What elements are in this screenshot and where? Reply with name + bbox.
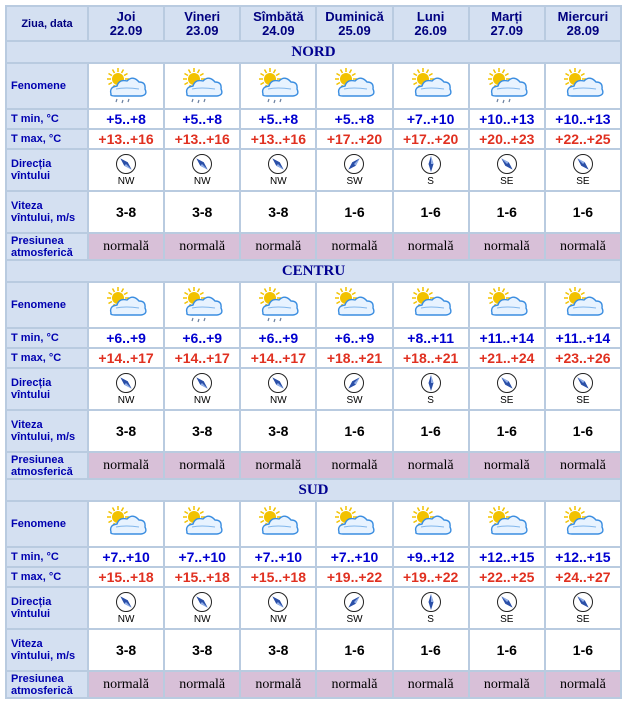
sun-cloud-icon — [179, 505, 225, 543]
pressure-row — [7, 672, 620, 697]
sun-cloud-icon — [255, 505, 301, 543]
wind-direction-icon — [343, 153, 365, 175]
tmin-row — [7, 548, 620, 566]
phenomena-cell — [394, 64, 468, 108]
row-label-tmin: T min, °C — [7, 329, 87, 347]
tmin-value: +6..+9 — [165, 329, 239, 347]
phenomena-cell — [546, 283, 620, 327]
pressure-value: normală — [470, 453, 544, 478]
pressure-value: normală — [470, 672, 544, 697]
wind-speed-value: 1-6 — [470, 630, 544, 670]
wind-direction-label: SW — [346, 395, 363, 406]
phenomena-cell — [470, 64, 544, 108]
wind-speed-value: 3-8 — [165, 630, 239, 670]
wind-direction-cell — [89, 150, 163, 190]
wind-direction-row — [7, 150, 620, 190]
day-header — [470, 7, 544, 40]
pressure-value: normală — [394, 453, 468, 478]
tmax-value: +13..+16 — [241, 130, 315, 148]
wind-speed-value: 3-8 — [89, 630, 163, 670]
wind-speed-value: 1-6 — [317, 630, 391, 670]
day-name: Miercuri — [557, 8, 609, 24]
pressure-value: normală — [241, 672, 315, 697]
pressure-value: normală — [546, 672, 620, 697]
wind-direction-cell — [317, 150, 391, 190]
wind-direction-label: SE — [576, 176, 590, 187]
tmin-value: +10..+13 — [546, 110, 620, 128]
wind-direction-label: SW — [346, 614, 363, 625]
tmin-value: +5..+8 — [89, 110, 163, 128]
wind-speed-row — [7, 411, 620, 451]
region-title: SUD — [7, 480, 620, 500]
wind-direction-label: SW — [346, 176, 363, 187]
tmax-value: +23..+26 — [546, 349, 620, 367]
phenomena-row — [7, 64, 620, 108]
sun-cloud-icon — [560, 67, 606, 105]
wind-direction-label: NW — [193, 176, 211, 187]
pressure-value: normală — [546, 453, 620, 478]
day-date: 24.09 — [262, 22, 295, 38]
tmax-value: +15..+18 — [165, 568, 239, 586]
tmin-value: +9..+12 — [394, 548, 468, 566]
wind-direction-cell — [165, 588, 239, 628]
wind-speed-row — [7, 192, 620, 232]
sun-cloud-rain-icon — [255, 286, 301, 324]
day-header — [165, 7, 239, 40]
wind-speed-value: 1-6 — [317, 192, 391, 232]
wind-direction-icon — [191, 153, 213, 175]
row-label-speed: Viteza vîntului, m/s — [7, 630, 87, 670]
phenomena-cell — [394, 502, 468, 546]
wind-direction-label: NW — [193, 614, 211, 625]
wind-direction-cell — [470, 150, 544, 190]
row-label-direction: Direcția vîntului — [7, 150, 87, 190]
row-label-fenomene: Fenomene — [7, 283, 87, 327]
sun-cloud-icon — [484, 505, 530, 543]
tmax-value: +14..+17 — [241, 349, 315, 367]
day-header — [546, 7, 620, 40]
day-date: 27.09 — [490, 22, 524, 38]
sun-cloud-icon — [484, 286, 530, 324]
wind-direction-icon — [420, 372, 442, 394]
day-name: Vineri — [184, 8, 221, 24]
tmax-value: +17..+20 — [317, 130, 391, 148]
wind-direction-icon — [496, 591, 518, 613]
wind-direction-label: NW — [117, 395, 135, 406]
row-label-tmax: T max, °C — [7, 568, 87, 586]
tmin-value: +6..+9 — [89, 329, 163, 347]
region-header-row — [7, 261, 620, 281]
wind-speed-value: 1-6 — [546, 192, 620, 232]
tmin-value: +5..+8 — [241, 110, 315, 128]
region-header-row — [7, 480, 620, 500]
pressure-row — [7, 234, 620, 259]
wind-speed-value: 3-8 — [241, 411, 315, 451]
phenomena-cell — [241, 502, 315, 546]
row-label-speed: Viteza vîntului, m/s — [7, 192, 87, 232]
pressure-value: normală — [317, 672, 391, 697]
phenomena-row — [7, 283, 620, 327]
row-label-pressure: Presiunea atmosferică — [7, 453, 87, 478]
wind-direction-cell — [241, 588, 315, 628]
pressure-value: normală — [317, 453, 391, 478]
tmin-value: +7..+10 — [241, 548, 315, 566]
tmax-value: +15..+18 — [241, 568, 315, 586]
tmin-value: +7..+10 — [165, 548, 239, 566]
tmin-value: +5..+8 — [165, 110, 239, 128]
pressure-value: normală — [394, 234, 468, 259]
pressure-value: normală — [89, 234, 163, 259]
day-name: Luni — [416, 8, 445, 24]
wind-direction-cell — [165, 150, 239, 190]
tmax-value: +18..+21 — [394, 349, 468, 367]
day-header — [89, 7, 163, 40]
wind-speed-value: 3-8 — [89, 192, 163, 232]
phenomena-cell — [546, 64, 620, 108]
tmax-row — [7, 349, 620, 367]
wind-direction-label: NW — [270, 176, 287, 187]
pressure-value: normală — [317, 234, 391, 259]
wind-speed-value: 1-6 — [470, 411, 544, 451]
row-label-tmax: T max, °C — [7, 130, 87, 148]
pressure-value: normală — [165, 672, 239, 697]
pressure-value: normală — [165, 234, 239, 259]
wind-direction-icon — [115, 591, 137, 613]
phenomena-cell — [89, 64, 163, 108]
wind-direction-icon — [115, 153, 137, 175]
wind-direction-icon — [267, 153, 289, 175]
wind-direction-icon — [343, 372, 365, 394]
wind-direction-icon — [572, 591, 594, 613]
day-name: Marți — [491, 8, 523, 24]
wind-direction-label: NW — [270, 614, 287, 625]
tmax-value: +14..+17 — [89, 349, 163, 367]
tmin-row — [7, 110, 620, 128]
pressure-value: normală — [394, 672, 468, 697]
wind-direction-label: NW — [270, 395, 287, 406]
row-label-speed: Viteza vîntului, m/s — [7, 411, 87, 451]
wind-direction-cell — [546, 588, 620, 628]
sun-cloud-icon — [331, 67, 377, 105]
wind-direction-label: NW — [117, 614, 135, 625]
wind-direction-cell — [89, 588, 163, 628]
phenomena-cell — [317, 283, 391, 327]
wind-direction-label: S — [427, 395, 434, 406]
phenomena-cell — [470, 502, 544, 546]
wind-direction-label: SE — [500, 176, 514, 187]
sun-cloud-rain-icon — [484, 67, 530, 105]
wind-direction-label: SE — [500, 614, 514, 625]
tmax-row — [7, 130, 620, 148]
wind-speed-value: 3-8 — [165, 411, 239, 451]
tmin-row — [7, 329, 620, 347]
day-date: 26.09 — [414, 22, 447, 38]
wind-direction-icon — [343, 591, 365, 613]
region-header-row — [7, 42, 620, 62]
sun-cloud-icon — [560, 505, 606, 543]
wind-direction-icon — [191, 372, 213, 394]
wind-direction-row — [7, 588, 620, 628]
row-label-fenomene: Fenomene — [7, 64, 87, 108]
phenomena-cell — [89, 283, 163, 327]
wind-direction-icon — [267, 591, 289, 613]
row-label-pressure: Presiunea atmosferică — [7, 672, 87, 697]
day-date: 25.09 — [338, 22, 371, 38]
wind-direction-cell — [470, 588, 544, 628]
tmin-value: +11..+14 — [470, 329, 544, 347]
tmin-value: +12..+15 — [470, 548, 544, 566]
wind-speed-value: 1-6 — [317, 411, 391, 451]
phenomena-cell — [317, 502, 391, 546]
tmin-value: +7..+10 — [317, 548, 391, 566]
phenomena-cell — [470, 283, 544, 327]
day-date: 23.09 — [185, 22, 219, 38]
sun-cloud-rain-icon — [103, 67, 149, 105]
day-date: 22.09 — [109, 22, 143, 38]
wind-direction-icon — [572, 153, 594, 175]
wind-direction-label: SE — [500, 395, 514, 406]
wind-speed-value: 1-6 — [394, 192, 468, 232]
wind-direction-cell — [470, 369, 544, 409]
corner-label: Ziua, data — [7, 7, 87, 40]
sun-cloud-icon — [408, 286, 454, 324]
wind-direction-row — [7, 369, 620, 409]
tmax-value: +15..+18 — [89, 568, 163, 586]
tmax-value: +20..+23 — [470, 130, 544, 148]
row-label-tmax: T max, °C — [7, 349, 87, 367]
sun-cloud-icon — [560, 286, 606, 324]
wind-direction-label: SE — [576, 395, 590, 406]
day-name: Duminică — [325, 8, 384, 24]
tmax-value: +18..+21 — [317, 349, 391, 367]
tmax-value: +14..+17 — [165, 349, 239, 367]
day-name: Sîmbătă — [253, 8, 304, 24]
tmin-value: +5..+8 — [317, 110, 391, 128]
tmin-value: +6..+9 — [317, 329, 391, 347]
sun-cloud-rain-icon — [255, 67, 301, 105]
sun-cloud-icon — [408, 505, 454, 543]
wind-direction-icon — [572, 372, 594, 394]
tmax-value: +22..+25 — [470, 568, 544, 586]
region-title: NORD — [7, 42, 620, 62]
region-title: CENTRU — [7, 261, 620, 281]
wind-direction-label: S — [427, 176, 434, 187]
sun-cloud-icon — [331, 505, 377, 543]
wind-direction-cell — [394, 588, 468, 628]
phenomena-cell — [165, 64, 239, 108]
day-header — [394, 7, 468, 40]
phenomena-cell — [394, 283, 468, 327]
pressure-row — [7, 453, 620, 478]
wind-direction-cell — [241, 369, 315, 409]
tmin-value: +7..+10 — [89, 548, 163, 566]
wind-direction-cell — [317, 588, 391, 628]
phenomena-cell — [165, 502, 239, 546]
wind-direction-label: SE — [576, 614, 590, 625]
pressure-value: normală — [241, 453, 315, 478]
wind-direction-icon — [267, 372, 289, 394]
wind-direction-cell — [546, 150, 620, 190]
phenomena-cell — [89, 502, 163, 546]
sun-cloud-icon — [103, 286, 149, 324]
wind-direction-icon — [420, 153, 442, 175]
pressure-value: normală — [470, 234, 544, 259]
tmax-value: +22..+25 — [546, 130, 620, 148]
tmax-value: +17..+20 — [394, 130, 468, 148]
phenomena-cell — [165, 283, 239, 327]
wind-speed-value: 3-8 — [89, 411, 163, 451]
tmax-value: +13..+16 — [165, 130, 239, 148]
wind-direction-label: S — [427, 614, 434, 625]
wind-direction-icon — [115, 372, 137, 394]
phenomena-row — [7, 502, 620, 546]
row-label-pressure: Presiunea atmosferică — [7, 234, 87, 259]
wind-direction-icon — [420, 591, 442, 613]
wind-direction-icon — [496, 153, 518, 175]
tmin-value: +12..+15 — [546, 548, 620, 566]
phenomena-cell — [241, 283, 315, 327]
sun-cloud-rain-icon — [179, 286, 225, 324]
tmin-value: +10..+13 — [470, 110, 544, 128]
phenomena-cell — [241, 64, 315, 108]
tmax-value: +13..+16 — [89, 130, 163, 148]
sun-cloud-icon — [408, 67, 454, 105]
wind-speed-value: 1-6 — [394, 630, 468, 670]
pressure-value: normală — [89, 453, 163, 478]
pressure-value: normală — [165, 453, 239, 478]
wind-direction-icon — [191, 591, 213, 613]
day-header — [241, 7, 315, 40]
day-header-row — [7, 7, 620, 40]
tmin-value: +8..+11 — [394, 329, 468, 347]
tmax-row — [7, 568, 620, 586]
row-label-direction: Direcția vîntului — [7, 588, 87, 628]
wind-speed-value: 1-6 — [546, 630, 620, 670]
tmax-value: +21..+24 — [470, 349, 544, 367]
row-label-direction: Direcția vîntului — [7, 369, 87, 409]
wind-speed-value: 1-6 — [470, 192, 544, 232]
forecast-table — [5, 5, 622, 699]
row-label-fenomene: Fenomene — [7, 502, 87, 546]
wind-direction-cell — [165, 369, 239, 409]
pressure-value: normală — [546, 234, 620, 259]
tmax-value: +19..+22 — [317, 568, 391, 586]
row-label-tmin: T min, °C — [7, 548, 87, 566]
sun-cloud-icon — [103, 505, 149, 543]
tmin-value: +11..+14 — [546, 329, 620, 347]
wind-direction-label: NW — [193, 395, 211, 406]
wind-speed-value: 3-8 — [241, 192, 315, 232]
pressure-value: normală — [89, 672, 163, 697]
sun-cloud-rain-icon — [179, 67, 225, 105]
tmax-value: +24..+27 — [546, 568, 620, 586]
pressure-value: normală — [241, 234, 315, 259]
day-header — [317, 7, 391, 40]
wind-direction-icon — [496, 372, 518, 394]
wind-direction-label: NW — [117, 176, 135, 187]
wind-direction-cell — [317, 369, 391, 409]
wind-speed-value: 3-8 — [241, 630, 315, 670]
row-label-tmin: T min, °C — [7, 110, 87, 128]
wind-speed-row — [7, 630, 620, 670]
wind-speed-value: 1-6 — [546, 411, 620, 451]
phenomena-cell — [546, 502, 620, 546]
phenomena-cell — [317, 64, 391, 108]
wind-direction-cell — [394, 150, 468, 190]
wind-speed-value: 1-6 — [394, 411, 468, 451]
tmax-value: +19..+22 — [394, 568, 468, 586]
sun-cloud-icon — [331, 286, 377, 324]
tmin-value: +6..+9 — [241, 329, 315, 347]
wind-direction-cell — [89, 369, 163, 409]
day-date: 28.09 — [566, 22, 600, 38]
tmin-value: +7..+10 — [394, 110, 468, 128]
wind-direction-cell — [546, 369, 620, 409]
wind-direction-cell — [241, 150, 315, 190]
wind-direction-cell — [394, 369, 468, 409]
day-name: Joi — [116, 8, 136, 24]
wind-speed-value: 3-8 — [165, 192, 239, 232]
